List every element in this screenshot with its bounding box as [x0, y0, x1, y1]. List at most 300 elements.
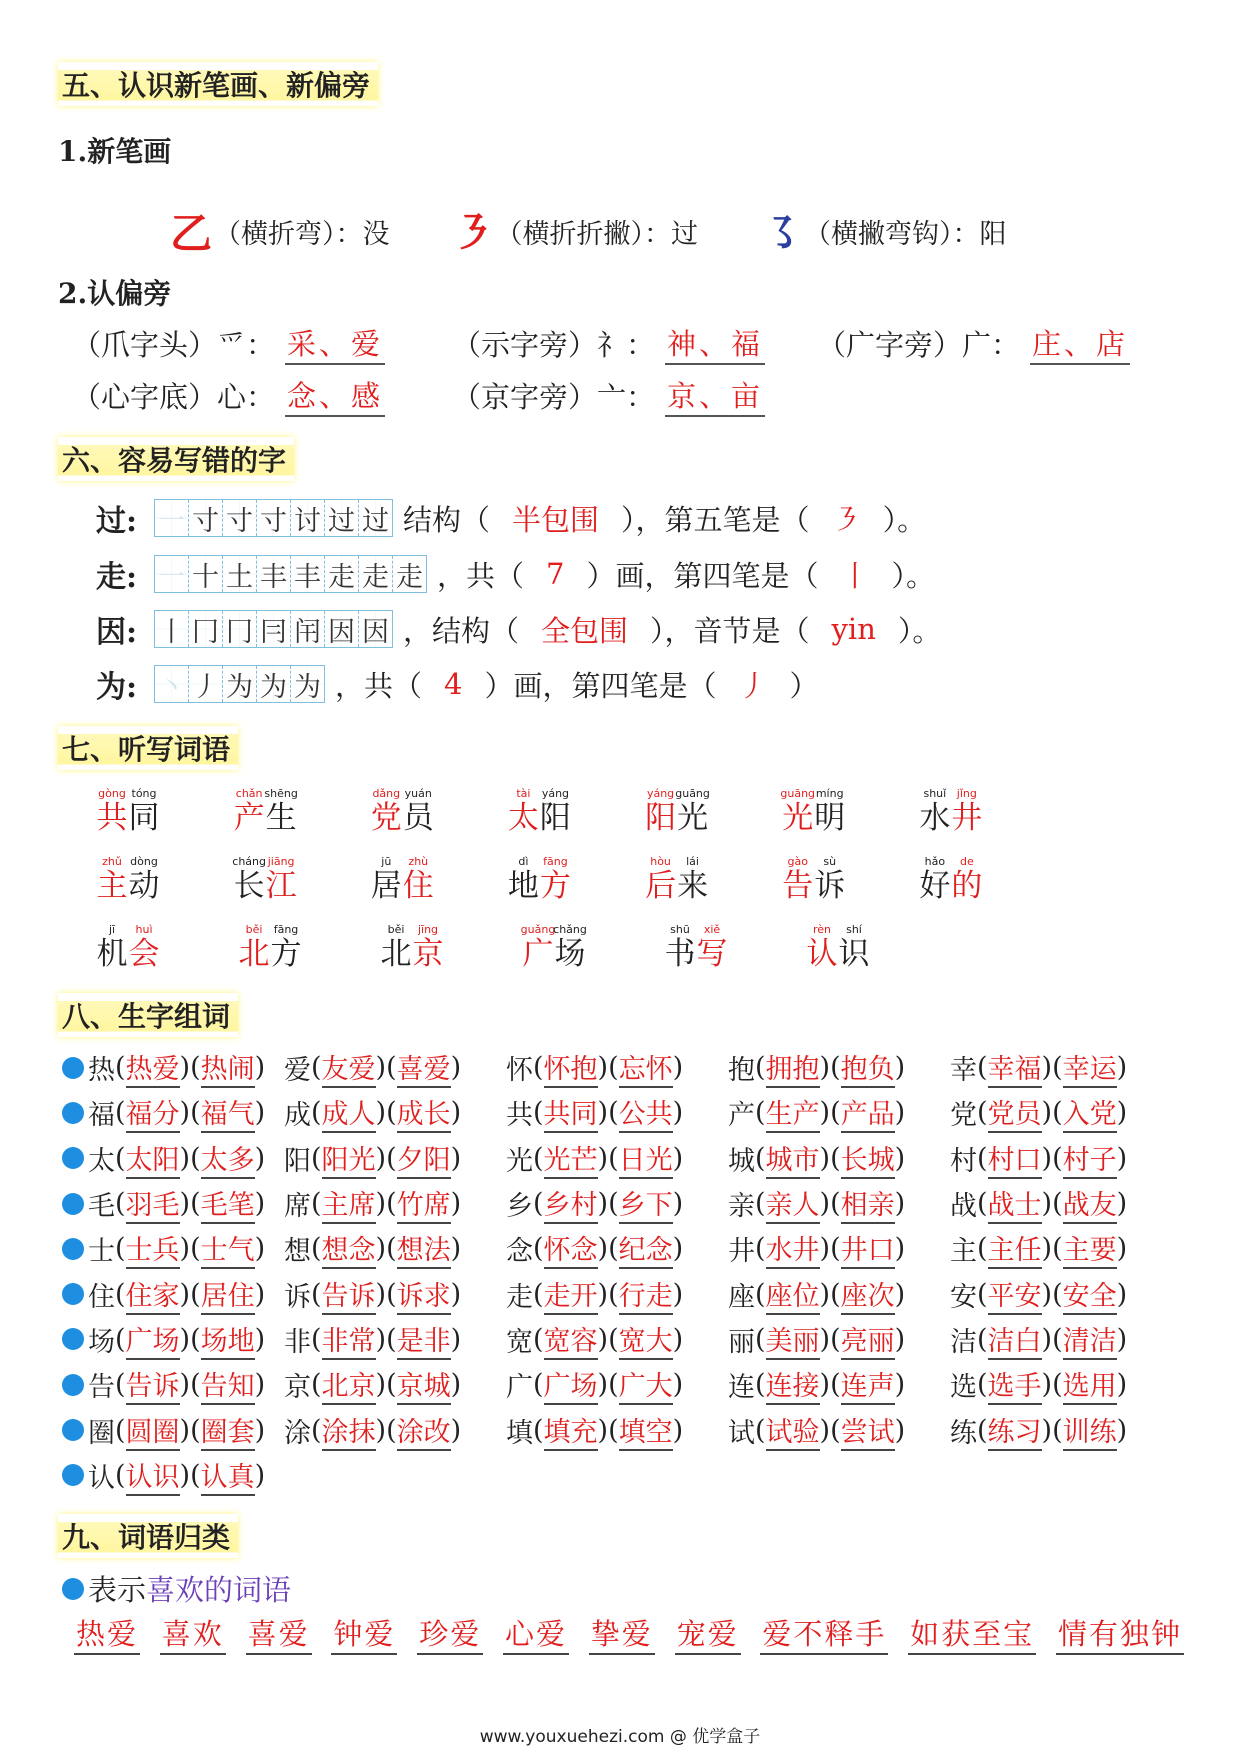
group-word: 住家 [126, 1274, 180, 1315]
radical-answer: 京、亩 [665, 374, 765, 417]
pinyin: dǎng [372, 787, 401, 800]
dictation-word [96, 855, 233, 923]
grid-cell: 冂 [223, 611, 257, 647]
group-char: 太 [88, 1145, 115, 1177]
dictation-char [233, 787, 265, 855]
group-word: 党员 [988, 1092, 1042, 1133]
group-word: 涂抹 [322, 1410, 376, 1451]
pinyin: dòng [130, 855, 158, 868]
error-answer: 丨 [840, 558, 870, 593]
word-group-grid [62, 1045, 1172, 1498]
dictation-char [412, 923, 444, 991]
dictation-word [96, 787, 233, 855]
dictation-char [806, 923, 838, 991]
group-word: 告诉 [126, 1364, 180, 1405]
stroke-text: （横折弯）：没 [214, 218, 390, 250]
stroke-item [760, 201, 1007, 261]
group-word: 太多 [201, 1138, 255, 1179]
word-group: 光 ( 光芒 )( 日光 ) [506, 1138, 728, 1179]
group-word: 亮丽 [841, 1319, 895, 1360]
dictation-char [270, 923, 302, 991]
error-char: 过: [96, 504, 138, 539]
group-word: 认真 [201, 1455, 255, 1496]
group-word: 选用 [1063, 1364, 1117, 1405]
like-word: 钟爱 [331, 1612, 397, 1655]
group-word: 友爱 [322, 1047, 376, 1088]
dictation-char [96, 923, 128, 991]
dictation-word [370, 787, 507, 855]
group-word: 主任 [988, 1228, 1042, 1269]
group-char: 告 [88, 1372, 115, 1404]
group-word: 走开 [544, 1274, 598, 1315]
group-word: 京城 [397, 1364, 451, 1405]
pinyin: de [959, 855, 974, 868]
group-char: 士 [88, 1236, 115, 1268]
new-strokes-line [170, 206, 1070, 256]
stroke-order-grid [154, 610, 393, 648]
group-char: 阳 [284, 1145, 311, 1177]
error-text: ，共（ [335, 668, 423, 703]
word-group: 抱 ( 拥抱 )( 抱负 ) [728, 1047, 950, 1088]
radical-label: （广字旁）广： [817, 328, 1021, 362]
dictation-word [233, 855, 370, 923]
section-five-title: 五、认识新笔画、新偏旁 [58, 62, 378, 106]
word-group: 宽 ( 宽容 )( 宽大 ) [506, 1319, 728, 1360]
group-word: 成长 [397, 1092, 451, 1133]
radical-answer: 神、福 [665, 322, 765, 365]
pinyin: hòu [650, 855, 671, 868]
group-word: 行走 [619, 1274, 673, 1315]
pinyin: lái [686, 855, 699, 868]
word-group-row [62, 1271, 1172, 1316]
group-word: 夕阳 [397, 1138, 451, 1179]
word-group: 诉 ( 告诉 )( 诉求 ) [284, 1274, 506, 1315]
dictation-char [265, 787, 297, 855]
group-word: 井口 [841, 1228, 895, 1269]
group-word: 圈套 [201, 1410, 255, 1451]
grid-cell: 丶 [155, 666, 189, 702]
group-word: 毛笔 [201, 1183, 255, 1224]
group-word: 清洁 [1063, 1319, 1117, 1360]
bullet-icon [62, 1283, 84, 1305]
pinyin: jū [381, 855, 392, 868]
group-char: 练 [950, 1417, 977, 1449]
word-group: 席 ( 主席 )( 竹席 ) [284, 1183, 506, 1224]
radical-item [452, 374, 765, 417]
group-word: 村口 [988, 1138, 1042, 1179]
grid-cell: 丨 [155, 611, 189, 647]
group-word: 怀念 [544, 1228, 598, 1269]
group-word: 村子 [1063, 1138, 1117, 1179]
group-word: 安全 [1063, 1274, 1117, 1315]
error-text: ） [789, 668, 819, 703]
pinyin: běi [245, 923, 263, 936]
hanzi: 产 [233, 800, 265, 836]
dictation-grid [96, 787, 1056, 991]
error-text: ），音节是（ [650, 613, 810, 648]
group-word: 纪念 [619, 1228, 673, 1269]
hanzi: 主 [96, 868, 128, 904]
error-answer: 7 [546, 557, 565, 591]
stroke-text: （横折折撇）：过 [495, 218, 699, 250]
group-word: 羽毛 [126, 1183, 180, 1224]
hanzi: 光 [782, 800, 814, 836]
error-char-row [96, 496, 926, 540]
pinyin: jǐng [956, 787, 977, 800]
dictation-char [539, 787, 571, 855]
group-char: 住 [88, 1281, 115, 1313]
pinyin: jī [108, 923, 116, 936]
group-word: 宽容 [544, 1319, 598, 1360]
group-char: 京 [284, 1372, 311, 1404]
dictation-char [507, 855, 539, 923]
dictation-word [96, 923, 238, 991]
error-text: ）画，第四笔是（ [586, 558, 819, 593]
pinyin: zhǔ [102, 855, 122, 868]
group-word: 战士 [988, 1183, 1042, 1224]
radical-label: （示字旁）礻： [452, 328, 656, 362]
group-word: 日光 [619, 1138, 673, 1179]
word-group: 太 ( 太阳 )( 太多 ) [62, 1138, 284, 1179]
grid-cell: 走 [393, 556, 426, 592]
group-word: 士气 [201, 1228, 255, 1269]
dictation-char [919, 855, 951, 923]
like-word: 喜欢 [160, 1612, 226, 1655]
dictation-char [238, 923, 270, 991]
group-char: 诉 [284, 1281, 311, 1313]
group-char: 主 [950, 1236, 977, 1268]
group-word: 士兵 [126, 1228, 180, 1269]
grid-cell: 为 [223, 666, 257, 702]
group-word: 想法 [397, 1228, 451, 1269]
bullet-icon [62, 1102, 84, 1124]
dictation-char [380, 923, 412, 991]
group-word: 战友 [1063, 1183, 1117, 1224]
grid-cell: 寸 [189, 500, 223, 536]
pinyin: běi [387, 923, 405, 936]
group-word: 拥抱 [766, 1047, 820, 1088]
hanzi: 水 [919, 800, 951, 836]
radical-item [452, 322, 817, 365]
word-group: 井 ( 水井 )( 井口 ) [728, 1228, 950, 1269]
dictation-char [677, 855, 709, 923]
dictation-char [233, 855, 265, 923]
group-word: 宽大 [619, 1319, 673, 1360]
group-char: 场 [88, 1326, 115, 1358]
group-word: 告知 [201, 1364, 255, 1405]
dictation-word [233, 787, 370, 855]
pinyin: chǎng [553, 923, 587, 936]
dictation-word [238, 923, 380, 991]
word-group: 练 ( 练习 )( 训练 ) [950, 1410, 1172, 1451]
word-group-row [62, 1226, 1172, 1271]
group-word: 连接 [766, 1364, 820, 1405]
hanzi: 书 [664, 936, 696, 972]
hanzi: 员 [402, 800, 434, 836]
word-group: 毛 ( 羽毛 )( 毛笔 ) [62, 1183, 284, 1224]
word-group: 热 ( 热爱 )( 热闹 ) [62, 1047, 284, 1088]
group-word: 试验 [766, 1410, 820, 1451]
dictation-char [265, 855, 297, 923]
stroke-glyph: ㇌ [760, 209, 803, 258]
section-nine-title: 九、词语归类 [58, 1514, 238, 1558]
dictation-char [507, 787, 539, 855]
category-line [62, 1568, 291, 1609]
group-word: 座次 [841, 1274, 895, 1315]
category-prefix: 表示 [88, 1573, 147, 1607]
like-word: 爱不释手 [760, 1612, 888, 1655]
group-word: 选手 [988, 1364, 1042, 1405]
pinyin: dì [518, 855, 529, 868]
group-word: 幸运 [1063, 1047, 1117, 1088]
group-word: 竹席 [397, 1183, 451, 1224]
group-word: 福气 [201, 1092, 255, 1133]
word-group: 试 ( 试验 )( 尝试 ) [728, 1410, 950, 1451]
error-char: 因: [96, 615, 138, 650]
grid-cell: 闬 [291, 611, 325, 647]
stroke-item [170, 201, 390, 261]
word-group-row [62, 1090, 1172, 1135]
dictation-word [919, 855, 1056, 923]
group-word: 福分 [126, 1092, 180, 1133]
hanzi: 光 [677, 800, 709, 836]
group-char: 成 [284, 1100, 311, 1132]
group-word: 怀抱 [544, 1047, 598, 1088]
group-word: 场地 [201, 1319, 255, 1360]
stroke-glyph: 乙 [170, 209, 213, 258]
grid-cell: 冃 [257, 611, 291, 647]
stroke-order-grid [154, 555, 427, 593]
pinyin: jiāng [267, 855, 295, 868]
group-char: 抱 [728, 1055, 755, 1087]
pinyin: zhù [408, 855, 429, 868]
error-text: ）。 [897, 613, 942, 648]
hanzi: 长 [233, 868, 265, 904]
group-word: 幸福 [988, 1047, 1042, 1088]
hanzi: 党 [370, 800, 402, 836]
error-text: 结构（ [403, 502, 491, 537]
hanzi: 生 [265, 800, 297, 836]
group-char: 席 [284, 1191, 311, 1223]
group-word: 忘怀 [619, 1047, 673, 1088]
group-word: 热闹 [201, 1047, 255, 1088]
stroke-order-grid [154, 499, 393, 537]
group-char: 城 [728, 1145, 755, 1177]
group-word: 练习 [988, 1410, 1042, 1451]
word-group: 乡 ( 乡村 )( 乡下 ) [506, 1183, 728, 1224]
group-char: 涂 [284, 1417, 311, 1449]
word-group: 走 ( 走开 )( 行走 ) [506, 1274, 728, 1315]
group-char: 党 [950, 1100, 977, 1132]
group-char: 村 [950, 1145, 977, 1177]
error-answer: 4 [444, 667, 463, 701]
pinyin: hǎo [924, 855, 946, 868]
group-word: 光芒 [544, 1138, 598, 1179]
error-char-row [96, 662, 819, 706]
grid-cell: 走 [325, 556, 359, 592]
radical-answer: 庄、店 [1030, 322, 1130, 365]
hanzi: 好 [919, 868, 951, 904]
word-group: 村 ( 村口 )( 村子 ) [950, 1138, 1172, 1179]
error-answer: yin [831, 612, 876, 646]
pinyin: yáng [541, 787, 570, 800]
group-char: 井 [728, 1236, 755, 1268]
grid-cell: 过 [325, 500, 359, 536]
hanzi: 动 [128, 868, 160, 904]
dictation-char [814, 855, 846, 923]
pinyin: shēng [264, 787, 298, 800]
word-group: 幸 ( 幸福 )( 幸运 ) [950, 1047, 1172, 1088]
bullet-icon [62, 1238, 84, 1260]
stroke-order-grid [154, 665, 325, 703]
pinyin: tài [516, 787, 531, 800]
word-group: 连 ( 连接 )( 连声 ) [728, 1364, 950, 1405]
group-char: 试 [728, 1417, 755, 1449]
bullet-icon [62, 1374, 84, 1396]
bullet-icon [62, 1578, 84, 1600]
like-words-line [74, 1612, 1184, 1655]
group-char: 非 [284, 1326, 311, 1358]
word-group: 想 ( 想念 )( 想法 ) [284, 1228, 506, 1269]
hanzi: 太 [507, 800, 539, 836]
grid-cell: 寸 [257, 500, 291, 536]
dictation-char [402, 855, 434, 923]
hanzi: 场 [554, 936, 586, 972]
like-word: 喜爱 [246, 1612, 312, 1655]
group-word: 亲人 [766, 1183, 820, 1224]
group-word: 北京 [322, 1364, 376, 1405]
group-word: 训练 [1063, 1410, 1117, 1451]
hanzi: 的 [951, 868, 983, 904]
word-group: 圈 ( 圆圈 )( 圈套 ) [62, 1410, 284, 1451]
error-char: 走: [96, 560, 138, 595]
pinyin: yuán [404, 787, 432, 800]
dictation-char [838, 923, 870, 991]
section-six-title: 六、容易写错的字 [58, 437, 294, 481]
error-text: ，共（ [437, 558, 525, 593]
pinyin: shí [846, 923, 862, 936]
word-group: 成 ( 成人 )( 成长 ) [284, 1092, 506, 1133]
error-text: ），第五笔是（ [621, 502, 810, 537]
word-group-row [62, 1045, 1172, 1090]
radical-answer: 念、感 [285, 374, 385, 417]
group-word: 相亲 [841, 1183, 895, 1224]
group-word: 尝试 [841, 1410, 895, 1451]
word-group: 战 ( 战士 )( 战友 ) [950, 1183, 1172, 1224]
dictation-char [677, 787, 709, 855]
radicals-row [72, 374, 765, 417]
word-group: 涂 ( 涂抹 )( 涂改 ) [284, 1410, 506, 1451]
group-word: 主席 [322, 1183, 376, 1224]
hanzi: 北 [380, 936, 412, 972]
word-group: 座 ( 座位 )( 座次 ) [728, 1274, 950, 1315]
pinyin: fāng [273, 923, 299, 936]
error-answer: 半包围 [512, 502, 600, 537]
group-char: 认 [88, 1462, 115, 1494]
hanzi: 地 [507, 868, 539, 904]
group-char: 宽 [506, 1326, 533, 1358]
group-char: 走 [506, 1281, 533, 1313]
hanzi: 告 [782, 868, 814, 904]
group-char: 填 [506, 1417, 533, 1449]
group-word: 广大 [619, 1364, 673, 1405]
group-word: 诉求 [397, 1274, 451, 1315]
hanzi: 方 [539, 868, 571, 904]
error-answer: ㇋ [831, 502, 861, 537]
radical-label: （心字底）心： [72, 380, 276, 414]
grid-cell: 丰 [257, 556, 291, 592]
group-word: 座位 [766, 1274, 820, 1315]
hanzi: 北 [238, 936, 270, 972]
footer-watermark: www.youxuehezi.com @ 优学盒子 [479, 1727, 761, 1747]
pinyin: fāng [543, 855, 568, 868]
like-word: 挚爱 [589, 1612, 655, 1655]
hanzi: 机 [96, 936, 128, 972]
grid-cell: 寸 [223, 500, 257, 536]
word-group: 士 ( 士兵 )( 士气 ) [62, 1228, 284, 1269]
group-char: 战 [950, 1191, 977, 1223]
hanzi: 同 [128, 800, 160, 836]
group-word: 想念 [322, 1228, 376, 1269]
dictation-row [96, 855, 1056, 923]
pinyin: yáng [646, 787, 675, 800]
word-group: 填 ( 填充 )( 填空 ) [506, 1410, 728, 1451]
word-group-row [62, 1317, 1172, 1362]
group-word: 抱负 [841, 1047, 895, 1088]
hanzi: 井 [951, 800, 983, 836]
word-group: 城 ( 城市 )( 长城 ) [728, 1138, 950, 1179]
group-char: 产 [728, 1100, 755, 1132]
dictation-char [814, 787, 846, 855]
like-word: 如获至宝 [908, 1612, 1036, 1655]
word-group: 广 ( 广场 )( 广大 ) [506, 1364, 728, 1405]
group-char: 怀 [506, 1055, 533, 1087]
hanzi: 住 [402, 868, 434, 904]
group-char: 光 [506, 1145, 533, 1177]
word-group: 爱 ( 友爱 )( 喜爱 ) [284, 1047, 506, 1088]
group-char: 幸 [950, 1055, 977, 1087]
word-group: 怀 ( 怀抱 )( 忘怀 ) [506, 1047, 728, 1088]
hanzi: 明 [814, 800, 846, 836]
group-word: 喜爱 [397, 1047, 451, 1088]
hanzi: 共 [96, 800, 128, 836]
group-char: 毛 [88, 1191, 115, 1223]
pinyin: cháng [232, 855, 266, 868]
dictation-char [370, 855, 402, 923]
new-strokes-subtitle: 1.新笔画 [58, 135, 172, 168]
pinyin: xiě [703, 923, 721, 936]
grid-cell: 过 [359, 500, 392, 536]
word-group: 共 ( 共同 )( 公共 ) [506, 1092, 728, 1133]
pinyin: huì [135, 923, 153, 936]
pinyin: gòng [98, 787, 126, 800]
group-char: 洁 [950, 1326, 977, 1358]
dictation-char [128, 855, 160, 923]
radicals-row [72, 322, 1130, 365]
error-answer: 丿 [738, 668, 768, 703]
section-seven-title: 七、听写词语 [58, 726, 238, 770]
radical-label: （京字旁）亠： [452, 380, 656, 414]
grid-cell: 因 [359, 611, 392, 647]
dictation-char [539, 855, 571, 923]
pinyin: rèn [812, 923, 832, 936]
grid-cell: 一 [155, 500, 189, 536]
word-group: 阳 ( 阳光 )( 夕阳 ) [284, 1138, 506, 1179]
radical-answer: 采、爱 [285, 322, 385, 365]
error-char-row [96, 552, 935, 596]
dictation-char [370, 787, 402, 855]
dictation-char [402, 787, 434, 855]
